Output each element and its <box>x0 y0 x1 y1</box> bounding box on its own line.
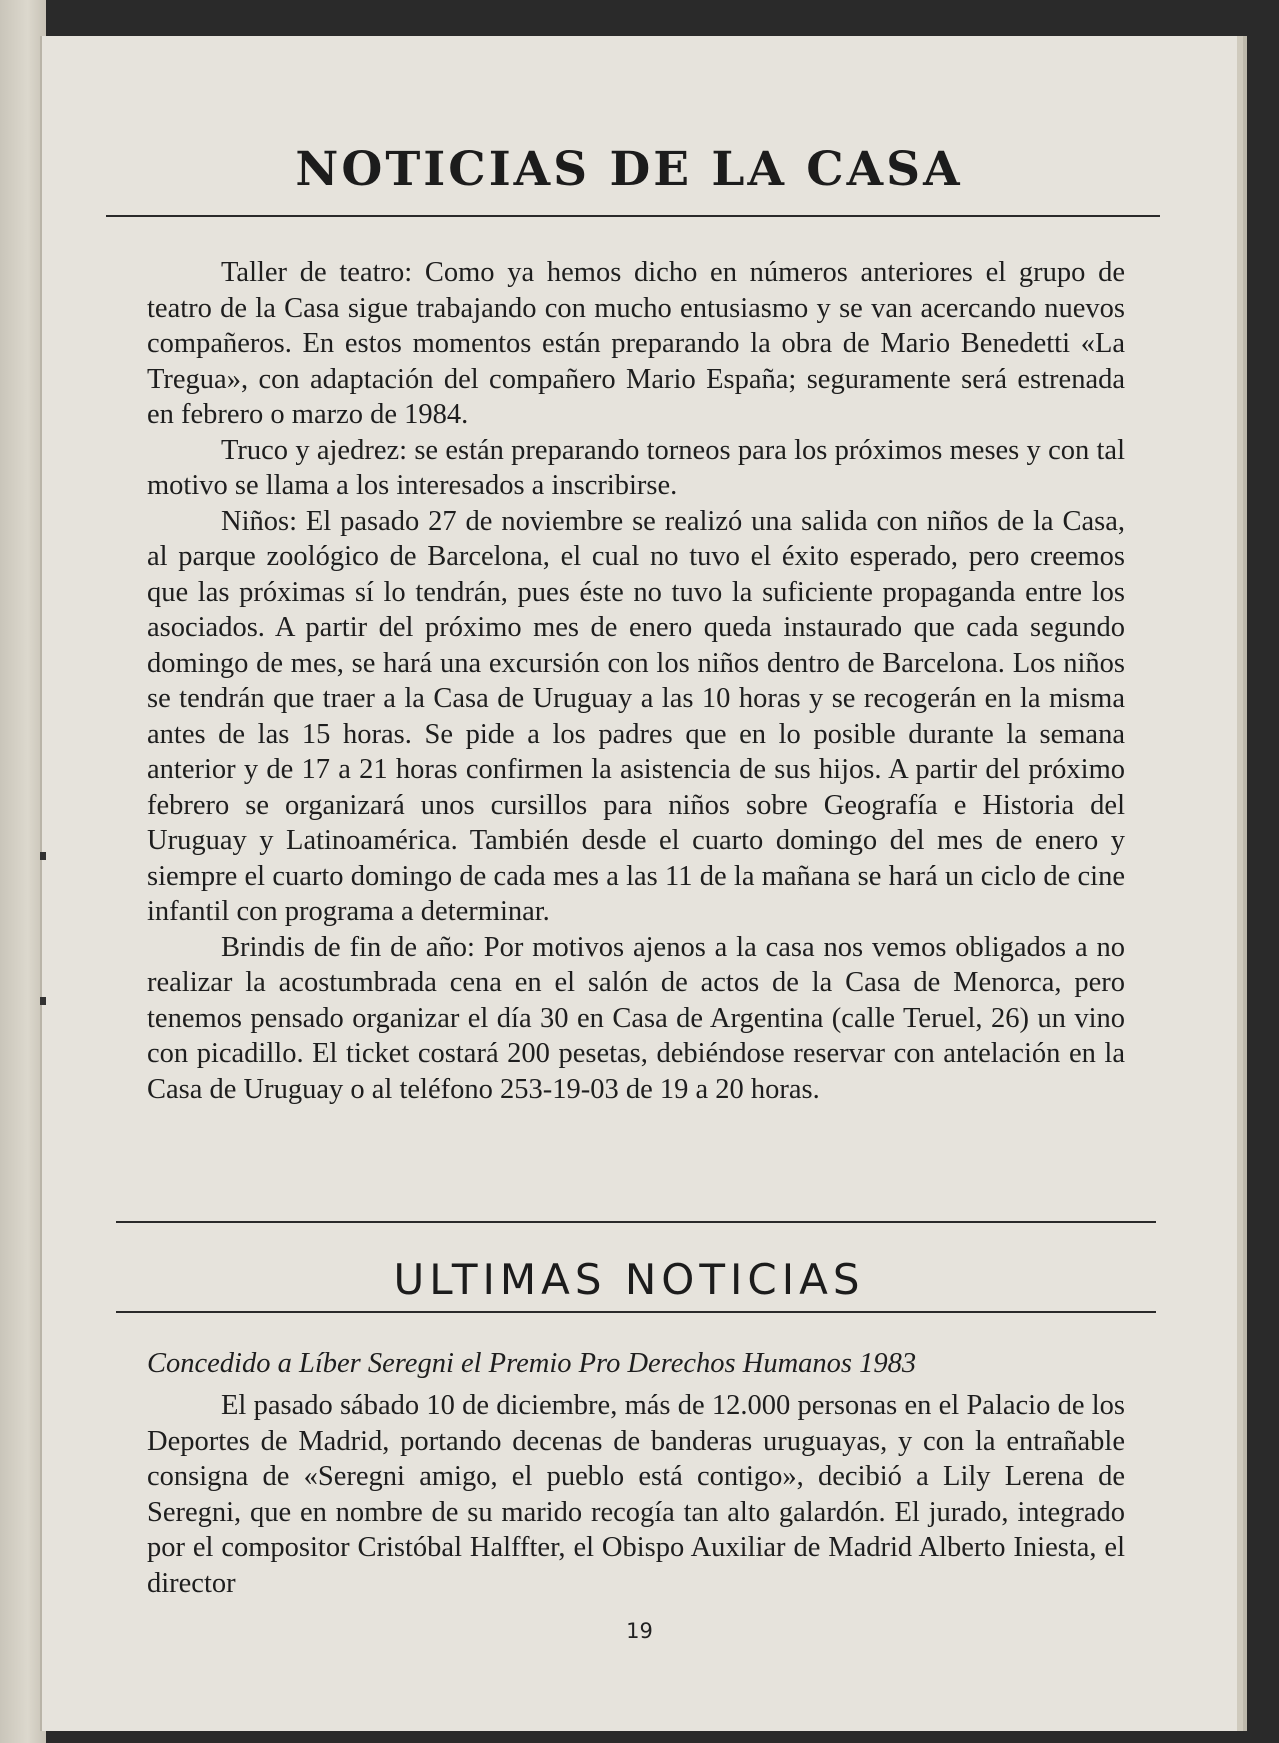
divider <box>106 215 1160 217</box>
binding-mark <box>40 852 46 860</box>
paragraph-truco-ajedrez: Truco y ajedrez: se están preparando torneos para los próximos meses y con tal motivo se llama a los interesados a inscribirse. <box>147 434 1125 501</box>
section-body-ultimas-noticias <box>147 1388 1125 1601</box>
section-body-noticias <box>147 255 1125 1107</box>
paragraph-ninos: Niños: El pasado 27 de noviembre se realizó una salida con niños de la Casa, al parque zoológico de Barcelona, el cual no tuvo el éxito esperado, pero creemos que las próximas sí lo tendrán, pues éste no tuvo la suficiente propaganda entre los asociados. A partir del próximo mes de enero queda instaurado que cada segundo domingo de mes, se hará una excursión con los niños dentro de Barcelona. Los niños se tendrán que traer a la Casa de Uruguay a las 10 horas y se recogerán en la misma antes de las 15 horas. Se pide a los padres que en lo posible durante la semana anterior y de 17 a 21 horas confirmen la asistencia de sus hijos. A partir del próximo febrero se organizará unos cursillos para niños sobre Geografía e Historia del Uruguay y Latinoamérica. También desde el cuarto domingo del mes de enero y siempre el cuarto domingo de cada mes a las 11 de la mañana se hará un ciclo de cine infantil con programa a determinar. <box>147 505 1125 927</box>
paragraph-taller-teatro: Taller de teatro: Como ya hemos dicho en números anteriores el grupo de teatro de la Casa sigue trabajando con mucho entusiasmo y se van acercando nuevos compañeros. En estos momentos están preparando la obra de Mario Benedetti «La Tregua», con adaptación del compañero Mario España; seguramente será estrenada en febrero o marzo de 1984. <box>147 257 1125 430</box>
paragraph-seregni: El pasado sábado 10 de diciembre, más de 12.000 personas en el Palacio de los Deportes de Madrid, portando decenas de banderas uruguayas, y con la entrañable consigna de «Seregni amigo, el pueblo está contigo», decibió a Lily Lerena de Seregni, que en nombre de su marido recogía tan alto galardón. El jurado, integrado por el compositor Cristóbal Halffter, el Obispo Auxiliar de Madrid Alberto Iniesta, el director <box>147 1390 1125 1599</box>
binding-mark <box>40 997 46 1005</box>
article-subtitle: Concedido a Líber Seregni el Premio Pro Derechos Humanos 1983 <box>147 1348 917 1379</box>
divider <box>116 1311 1156 1313</box>
paragraph-brindis: Brindis de fin de año: Por motivos ajenos a la casa nos vemos obligados a no realizar la acostumbrada cena en el salón de actos de la Casa de Menorca, pero tenemos pensado organizar el día 30 en Casa de Argentina (calle Teruel, 26) un vino con picadillo. El ticket costará 200 pesetas, debiéndose reservar con antelación en la Casa de Uruguay o al teléfono 253-19-03 de 19 a 20 horas. <box>147 931 1125 1105</box>
divider <box>116 1221 1156 1223</box>
page-number: 19 <box>626 1619 653 1643</box>
section-title-ultimas-noticias: ULTIMAS NOTICIAS <box>393 1255 865 1304</box>
section-title-noticias: NOTICIAS DE LA CASA <box>295 142 963 197</box>
